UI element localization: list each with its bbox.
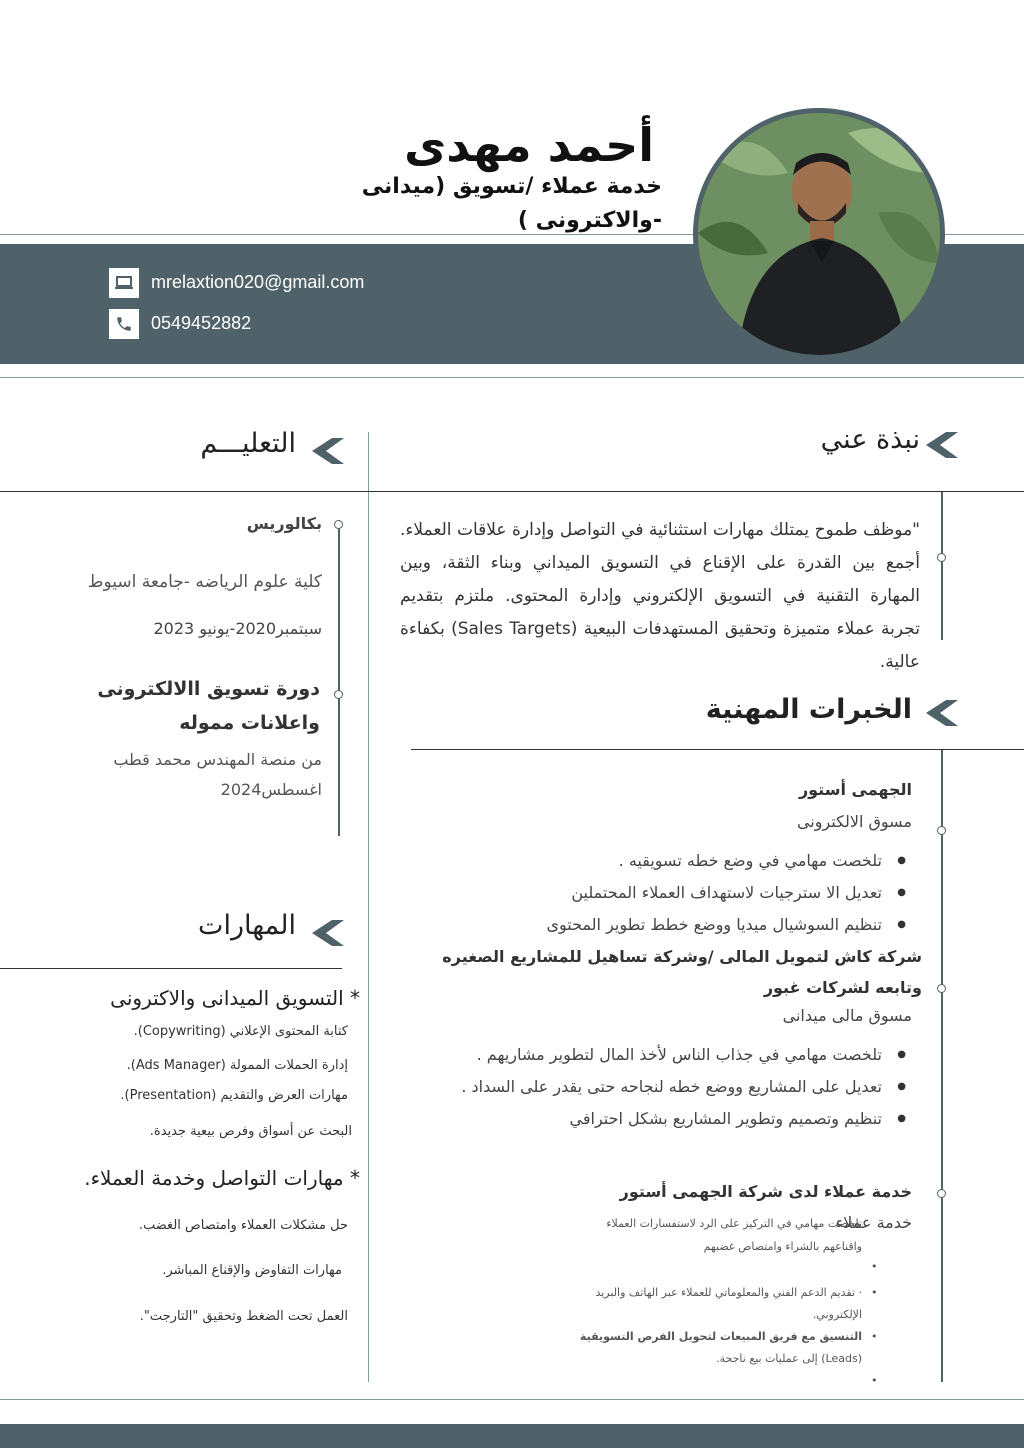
course-title-line2: واعلانات مموله xyxy=(179,712,320,734)
list-item: ● تنظيم السوشيال ميديا ووضع خطط تطوير المحتوى xyxy=(546,909,912,941)
chevron-left-icon xyxy=(926,700,958,726)
footer-rule xyxy=(0,1399,1024,1400)
education-college: كلية علوم الرياضه -جامعة اسيوط xyxy=(87,572,322,592)
list-item: ● تلخصت مهامي في جذاب الناس لأخذ المال لتطوير مشاريهم . xyxy=(461,1039,912,1071)
bullet-dot: • xyxy=(871,1286,878,1299)
job3-desc-1a: تلخصت مهامي في التركيز على الرد لاستفسارات العملاء xyxy=(606,1217,862,1230)
job3-desc-3b: (Leads) إلى عمليات بيع ناجحة. xyxy=(716,1352,862,1365)
job3-company: خدمة عملاء لدى شركة الجهمى أستور xyxy=(619,1182,912,1201)
education-degree: بكالوريس xyxy=(246,514,322,533)
person-name: أحمد مهدى xyxy=(404,118,654,172)
skill-item: حل مشكلات العملاء وامتصاص الغضب. xyxy=(138,1218,348,1233)
experience-rule xyxy=(411,749,1024,750)
email-text[interactable]: mrelaxtion020@gmail.com xyxy=(151,272,365,292)
skill-item: مهارات التفاوض والإقناع المباشر. xyxy=(162,1263,342,1278)
job3-desc-3a: التنسيق مع فريق المبيعات لتحويل الفرص التسويقية xyxy=(579,1330,862,1343)
chevron-left-icon xyxy=(312,438,344,464)
timeline-dot xyxy=(334,690,343,699)
job3-desc-2b: الإلكتروني. xyxy=(812,1308,862,1321)
role-line-1: خدمة عملاء /تسويق (ميدانى xyxy=(361,174,662,199)
about-timeline xyxy=(941,492,943,640)
bullet-dot: • xyxy=(871,1330,878,1343)
skills-group2-title: * مهارات التواصل وخدمة العملاء. xyxy=(84,1166,360,1190)
timeline-dot xyxy=(937,826,946,835)
phone-icon xyxy=(109,309,139,339)
list-item: ● تعديل الا سترجيات لاستهداف العملاء المحتملين xyxy=(546,877,912,909)
timeline-dot xyxy=(937,553,946,562)
bullet-dot: • xyxy=(871,1260,878,1273)
profile-photo xyxy=(693,108,945,360)
chevron-left-icon xyxy=(926,432,958,458)
phone-text[interactable]: 0549452882 xyxy=(151,313,252,333)
laptop-icon xyxy=(109,268,139,298)
course-title-line1: دورة تسويق االالكترونى xyxy=(97,678,320,700)
list-item: ● تلخصت مهامي في وضع خطه تسويقيه . xyxy=(546,845,912,877)
timeline-dot xyxy=(937,1189,946,1198)
about-title: نبذة عني xyxy=(820,424,920,455)
job3-position: خدمة عملاء xyxy=(835,1213,912,1232)
chevron-left-icon xyxy=(312,920,344,946)
header-bottom-rule xyxy=(0,377,1024,378)
job1-position: مسوق الالكترونى xyxy=(796,812,912,831)
footer-band xyxy=(0,1424,1024,1448)
education-period: سبتمبر2020-يونيو 2023 xyxy=(153,619,322,638)
job2-company-line1: شركة كاش لتمويل المالى /وشركة تساهيل للمشاريع الصغيره xyxy=(442,947,922,966)
skills-group1-title: * التسويق الميدانى والاكترونى xyxy=(110,986,360,1010)
skill-item: إدارة الحملات الممولة (Ads Manager). xyxy=(126,1058,348,1073)
timeline-dot xyxy=(334,520,343,529)
list-item: ● تنظيم وتصميم وتطوير المشاريع بشكل احترافي xyxy=(461,1103,912,1135)
about-text: "موظف طموح يمتلك مهارات استثنائية في التواصل وإدارة علاقات العملاء. أجمع بين القدرة على الإقناع في التسويق الميداني وبناء الثقة، وبين المهارة التقنية في التسويق الإلكتروني وإدارة المحتوى. ملتزم بتقديم تجربة عملاء متميزة وتحقيق المستهدفات البيعية (Sales Targets) بكفاءة عالية. xyxy=(400,520,920,672)
experience-title: الخبرات المهنية xyxy=(705,694,912,725)
job2-company-line2: وتابعه لشركات غبور xyxy=(763,978,922,997)
job3-desc-1b: واقناعهم بالشراء وامتصاص غضبهم xyxy=(703,1240,862,1253)
list-item: ● تعديل على المشاريع ووضع خطه لنجاحه حتى يقدر على السداد . xyxy=(461,1071,912,1103)
section-rule xyxy=(0,491,1024,492)
course-provider: من منصة المهندس محمد قطب xyxy=(113,750,322,769)
job3-desc-2a: · تقديم الدعم الفني والمعلوماتي للعملاء عبر الهاتف والبريد xyxy=(595,1286,862,1299)
job2-position: مسوق مالى ميدانى xyxy=(782,1006,912,1025)
skills-rule xyxy=(0,968,342,969)
role-line-2: -والاكترونى ) xyxy=(517,208,662,233)
skill-item: مهارات العرض والتقديم (Presentation). xyxy=(120,1088,348,1103)
job2-bullets xyxy=(461,1039,912,1135)
job1-bullets xyxy=(546,845,912,941)
timeline-dot xyxy=(937,984,946,993)
job1-company: الجهمى أستور xyxy=(798,780,912,799)
skill-item: البحث عن أسواق وفرص بيعية جديدة. xyxy=(149,1124,352,1139)
column-divider xyxy=(368,432,369,1382)
skill-item: العمل تحت الضغط وتحقيق "التارجت". xyxy=(139,1309,348,1324)
experience-timeline xyxy=(941,750,943,1382)
bullet-dot: • xyxy=(871,1374,878,1387)
person-role xyxy=(332,170,662,238)
education-timeline xyxy=(338,520,340,836)
education-title: التعليـــم xyxy=(200,428,296,459)
skill-item: كتابة المحتوى الإعلاني (Copywriting). xyxy=(133,1024,348,1039)
course-date: اغسطس2024 xyxy=(220,780,322,799)
skills-title: المهارات xyxy=(198,910,296,941)
